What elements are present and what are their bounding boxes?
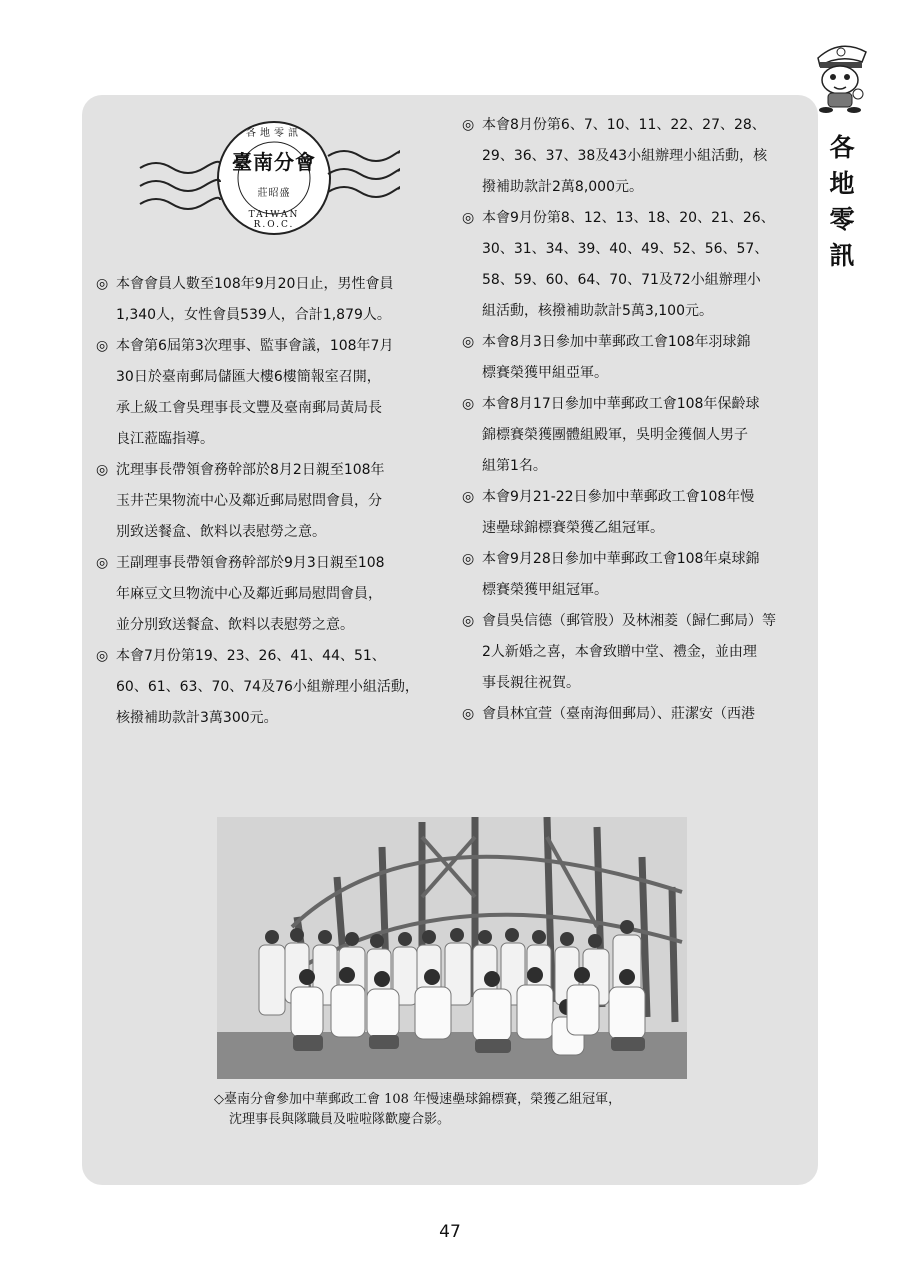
news-item-text: 會員吳信德（郵管股）及林湘菱（歸仁郵局）等 2人新婚之喜，本會致贈中堂、禮金，並由理 事長親往祝賀。 xyxy=(482,613,776,691)
bullet-mark: ◎ xyxy=(462,706,475,722)
news-item-text: 會員林宜萱（臺南海佃郵局）、莊潔安（西港 xyxy=(482,706,755,722)
news-item-text: 本會9月21-22日參加中華郵政工會108年慢 速壘球錦標賽榮獲乙組冠軍。 xyxy=(482,489,755,536)
caption-line-2: 沈理事長與隊職員及啦啦隊歡慶合影。 xyxy=(229,1112,451,1127)
stamp-branch-title: 臺南分會 xyxy=(232,150,316,174)
news-item-text: 本會8月17日參加中華郵政工會108年保齡球 錦標賽榮獲團體組殿軍，吳明金獲個人男子 組第1名。 xyxy=(482,396,760,474)
news-item-text: 本會7月份第19、23、26、41、44、51、 60、61、63、70、74及76小組辦理小組活動， 核撥補助款計3萬300元。 xyxy=(116,648,419,726)
news-item-text: 本會9月28日參加中華郵政工會108年桌球錦 標賽榮獲甲組冠軍。 xyxy=(482,551,760,598)
section-side-title xyxy=(822,130,862,274)
postmark-stamp xyxy=(138,120,400,242)
news-item-text: 本會8月份第6、7、10、11、22、27、28、 29、36、37、38及43小組辦理小組活動，核 撥補助款計2萬8,000元。 xyxy=(482,117,768,195)
bullet-mark: ◎ xyxy=(462,489,475,505)
news-item xyxy=(462,110,807,203)
side-title-char: 訊 xyxy=(829,241,855,270)
caption-mark: ◇ xyxy=(214,1092,224,1107)
news-item xyxy=(96,331,441,455)
bullet-mark: ◎ xyxy=(96,462,109,478)
news-item xyxy=(462,544,807,606)
news-item-text: 本會8月3日參加中華郵政工會108年羽球錦 標賽榮獲甲組亞軍。 xyxy=(482,334,751,381)
news-item xyxy=(462,606,807,699)
page-number: 47 xyxy=(439,1222,461,1242)
bullet-mark: ◎ xyxy=(462,210,475,226)
postman-mascot-icon xyxy=(810,36,870,114)
news-item xyxy=(96,641,441,734)
bullet-mark: ◎ xyxy=(462,117,475,133)
team-photo xyxy=(217,817,687,1079)
bullet-mark: ◎ xyxy=(96,276,109,292)
bullet-mark: ◎ xyxy=(462,334,475,350)
bullet-mark: ◎ xyxy=(462,551,475,567)
side-title-char: 各 xyxy=(829,133,855,162)
bullet-mark: ◎ xyxy=(96,648,109,664)
postman-mascot-graphic xyxy=(810,36,870,114)
news-item xyxy=(96,269,441,331)
bullet-mark: ◎ xyxy=(462,613,475,629)
side-title-char: 地 xyxy=(829,169,855,198)
news-item-text: 沈理事長帶領會務幹部於8月2日親至108年 玉井芒果物流中心及鄰近郵局慰問會員，分 別致送餐盒、飲料以表慰勞之意。 xyxy=(116,462,385,540)
news-item-text: 王副理事長帶領會務幹部於9月3日親至108 年麻豆文旦物流中心及鄰近郵局慰問會員， 並分別致送餐盒、飲料以表慰勞之意。 xyxy=(116,555,385,633)
caption-line-1: 臺南分會參加中華郵政工會 108 年慢速壘球錦標賽，榮獲乙組冠軍， xyxy=(224,1092,622,1107)
news-item-text: 本會會員人數至108年9月20日止，男性會員 1,340人，女性會員539人，合計1,879人。 xyxy=(116,276,394,323)
photo-caption xyxy=(214,1090,694,1130)
bullet-mark: ◎ xyxy=(96,338,109,354)
news-item xyxy=(96,548,441,641)
bullet-mark: ◎ xyxy=(462,396,475,412)
news-item-text: 本會9月份第8、12、13、18、20、21、26、 30、31、34、39、40、49、52、56、57、 58、59、60、64、70、71及72小組辦理小 組活動，核撥補助款計5萬3,100元。 xyxy=(482,210,775,319)
stamp-author: 莊昭盛 xyxy=(257,188,291,199)
news-item xyxy=(462,699,807,730)
bullet-mark: ◎ xyxy=(96,555,109,571)
stamp-column-label: 各地零訊 xyxy=(246,128,302,139)
team-photo-illustration xyxy=(217,817,687,1079)
news-item xyxy=(462,482,807,544)
side-title-char: 零 xyxy=(829,205,855,234)
right-column xyxy=(462,110,807,730)
left-column xyxy=(96,269,441,734)
news-item-text: 本會第6屆第3次理事、監事會議，108年7月 30日於臺南郵局儲匯大樓6樓簡報室召開， 承上級工會吳理事長文豐及臺南郵局黃局長 良江蒞臨指導。 xyxy=(116,338,394,447)
news-item xyxy=(462,389,807,482)
news-item xyxy=(96,455,441,548)
stamp-country: TAIWAN R.O.C. xyxy=(248,210,300,230)
news-item xyxy=(462,203,807,327)
news-item xyxy=(462,327,807,389)
